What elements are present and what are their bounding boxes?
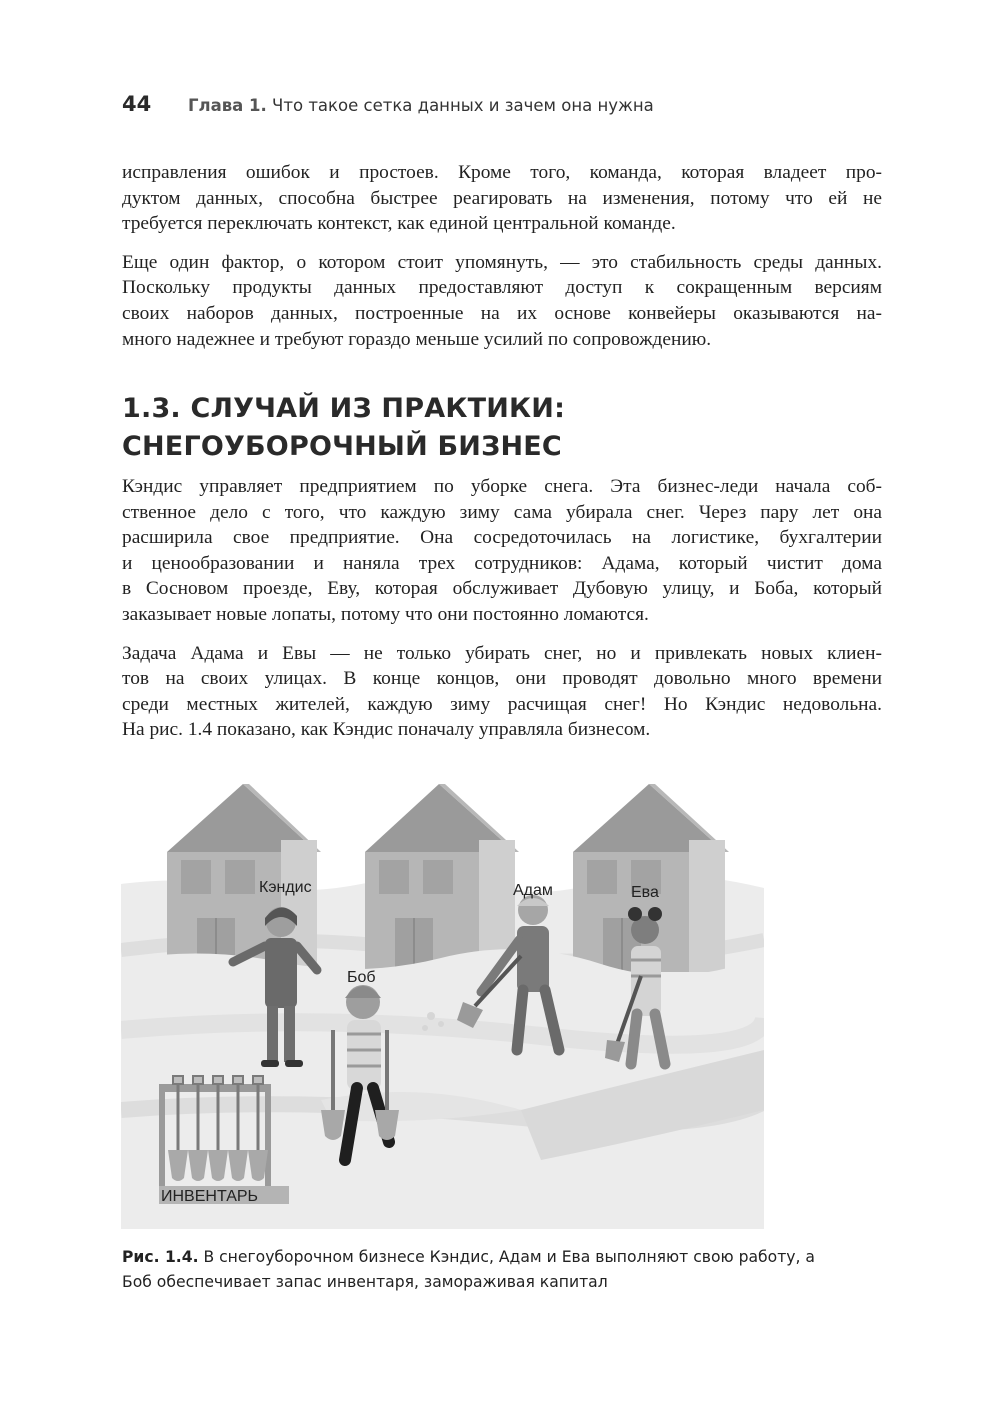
text-line: требуется переключать контекст, как единой центральной команде. [122, 213, 676, 235]
label-eva: Ева [631, 884, 659, 901]
body-text-bottom [122, 474, 882, 756]
page-number: 44 [122, 92, 152, 116]
chapter-title: Что такое сетка данных и зачем она нужна [266, 96, 654, 115]
section-heading-line: 1.3. СЛУЧАЙ ИЗ ПРАКТИКИ: [122, 393, 566, 424]
text-line: расширила свое предприятие. Она сосредоточилась на логистике, бухгалтерии [122, 527, 882, 549]
text-line: ственное дело с того, что каждую зиму сама убирала снег. Через пару лет она [122, 501, 882, 523]
text-line: дуктом данных, способна быстрее реагировать на изменения, потому что ей не [122, 187, 882, 209]
paragraph [122, 474, 882, 628]
figure-illustration [121, 780, 764, 1229]
caption-label: Рис. 1.4. [122, 1248, 199, 1266]
text-line: в Сосновом проезде, Еву, которая обслуживает Дубовую улицу, и Боба, который [122, 578, 882, 600]
text-line: заказывает новые лопаты, потому что они постоянно ломаются. [122, 603, 649, 625]
text-line: Задача Адама и Евы — не только убирать снег, но и привлекать новых клиен- [122, 642, 882, 664]
paragraph [122, 160, 882, 237]
text-line: и ценообразовании и наняла трех сотрудников: Адама, который чистит дома [122, 552, 882, 574]
text-line: исправления ошибок и простоев. Кроме того, команда, которая владеет про- [122, 162, 882, 183]
caption-text: В снегоуборочном бизнесе Кэндис, Адам и Ева выполняют свою работу, а Боб обеспечивает запас инвентаря, замораживая капитал [122, 1248, 815, 1291]
figure-caption [122, 1245, 822, 1295]
running-head-title [188, 96, 654, 115]
paragraph [122, 250, 882, 352]
running-header [122, 92, 882, 124]
text-line: На рис. 1.4 показано, как Кэндис поначалу управляла бизнесом. [122, 719, 651, 741]
chapter-label: Глава 1. [188, 96, 267, 115]
label-bob: Боб [347, 969, 376, 986]
body-text-top [122, 160, 882, 365]
text-line: Кэндис управляет предприятием по уборке снега. Эта бизнес-леди начала соб- [122, 476, 882, 497]
text-line: Еще один фактор, о котором стоит упомянуть, — это стабильность среды данных. [122, 251, 882, 273]
paragraph [122, 641, 882, 743]
text-line: тов на своих улицах. В конце концов, они проводят довольно много времени [122, 668, 882, 690]
section-heading [122, 390, 882, 466]
label-adam: Адам [513, 882, 553, 899]
text-line: Поскольку продукты данных предоставляют доступ к сокращенным версиям [122, 277, 882, 299]
text-line: среди местных жителей, каждую зиму расчищая снег! Но Кэндис недовольна. [122, 693, 882, 715]
text-line: много надежнее и требуют гораздо меньше усилий по сопровождению. [122, 328, 712, 350]
section-heading-line: СНЕГОУБОРОЧНЫЙ БИЗНЕС [122, 431, 562, 462]
label-inventory: ИНВЕНТАРЬ [161, 1188, 259, 1205]
text-line: своих наборов данных, построенные на их основе конвейеры оказываются на- [122, 302, 882, 324]
label-candice: Кэндис [259, 879, 312, 896]
